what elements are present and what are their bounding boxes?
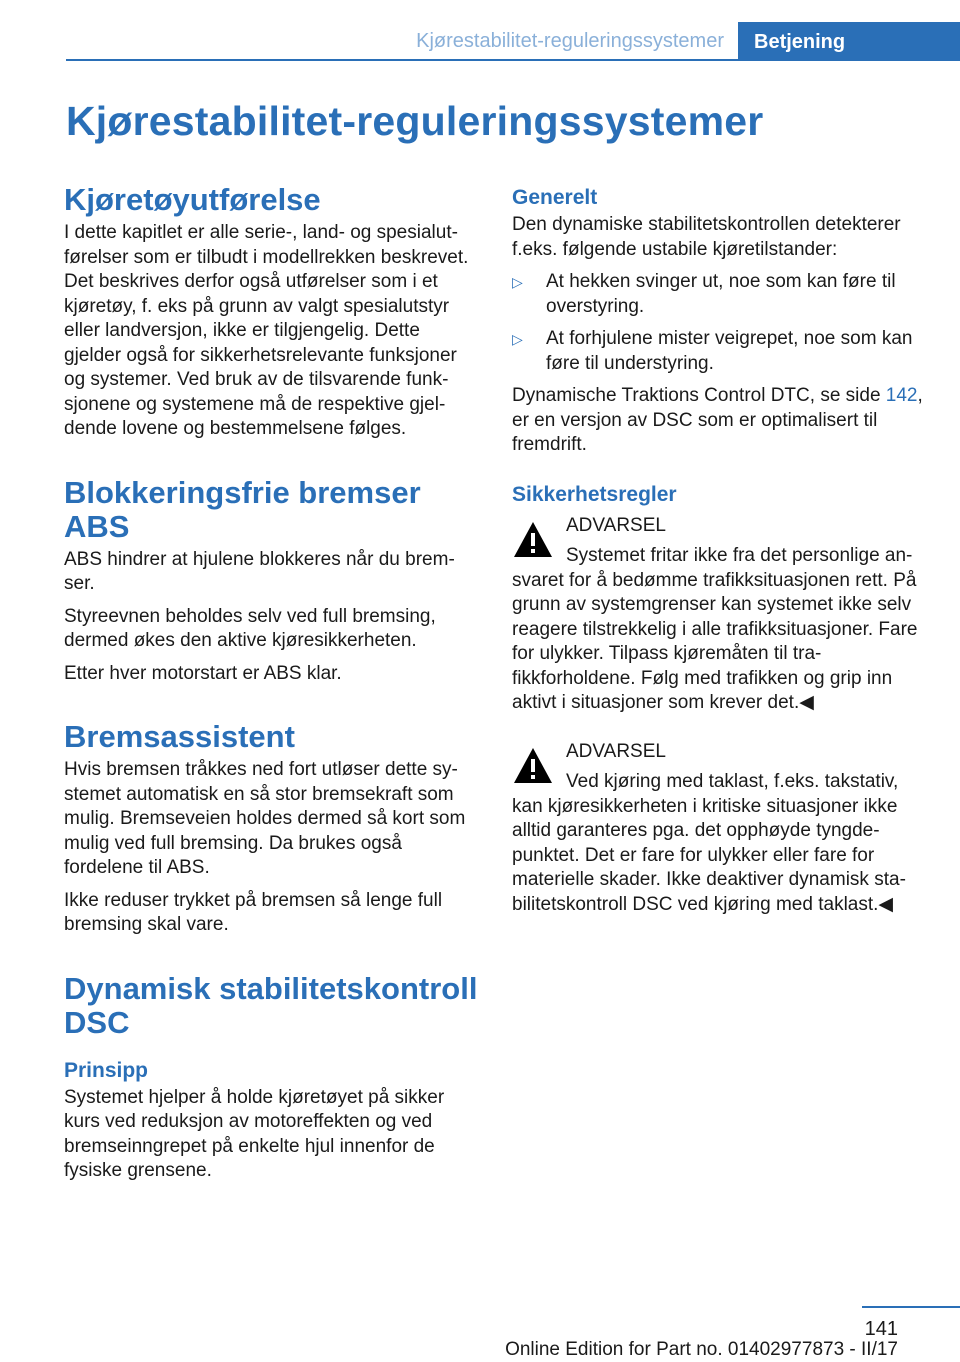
heading-brake-assist: Bremsassistent bbox=[64, 719, 295, 754]
header-chapter-tab: Betjening bbox=[738, 22, 960, 61]
paragraph-brake-assist-2: Ikke reduser trykket på bremsen så lenge full bremsing skal vare. bbox=[64, 889, 443, 935]
warning-title: ADVARSEL bbox=[566, 514, 666, 536]
heading-dsc: Dynamisk stabilitetskontroll DSC bbox=[64, 970, 478, 1040]
bullet-list bbox=[512, 270, 926, 376]
heading-abs: Blokkeringsfrie bremser ABS bbox=[64, 474, 421, 544]
header-section-title: Kjørestabilitet-reguleringssystemer bbox=[416, 30, 724, 52]
list-item: ▷ At hekken svinger ut, noe som kan føre til overstyring. bbox=[512, 271, 896, 317]
warning-icon bbox=[512, 520, 554, 560]
paragraph-abs-1: ABS hindrer at hjulene blokkeres når du bremser. bbox=[64, 548, 455, 594]
paragraph-abs-2: Styreevnen beholdes selv ved full bremsing, dermed økes den aktive kjøresikkerheten. bbox=[64, 605, 436, 651]
paragraph-vehicle-version: I dette kapitlet er alle serie-, land- og spesialutførelser som er tilbudt i modellrekken beskrevet. Det beskrives derfor også utførelser som i et kjøretøy, f. eks på grunn av valgt spesialutstyr eller landversjon, ikke er tilgjengelig. Dette gjelder også for sikkerhetsrelevante funksjoner og systemer. Ved bruk av de tilsvarende funksjonene og systemene må de respektive gjeldende lovene og bestemmelsene følges. bbox=[64, 222, 469, 439]
paragraph-dtc: Dynamische Traktions Control DTC, se side 142, er en versjon av DSC som er optimalisert til fremdrift. bbox=[512, 385, 923, 455]
right-column bbox=[512, 185, 926, 941]
page-link-142[interactable]: 142 bbox=[885, 385, 918, 406]
subheading-principle: Prinsipp bbox=[64, 1058, 149, 1082]
list-item: ▷ At forhjulene mister veigrepet, noe som kan føre til understyring. bbox=[512, 328, 913, 374]
subheading-safety-rules: Sikkerhetsregler bbox=[512, 482, 677, 506]
footer-rule bbox=[862, 1306, 960, 1308]
triangle-bullet-icon: ▷ bbox=[512, 274, 523, 290]
warning-icon bbox=[512, 746, 554, 786]
paragraph-general: Den dynamiske stabilitetskontrollen detekterer f.eks. følgende ustabile kjøretilstander: bbox=[512, 214, 901, 260]
heading-vehicle-version: Kjøretøyutførelse bbox=[64, 182, 321, 217]
paragraph-principle: Systemet hjelper å holde kjøretøyet på sikker kurs ved reduksjon av motoreffekten og ved bremseinngrepet på enkelte hjul innenfor de fysiske grensene. bbox=[64, 1086, 445, 1181]
warning-text: Systemet fritar ikke fra det personlige ansvaret for å bedømme trafikksituasjonen rett. På grunn av systemgrenser kan systemet ikke selv reagere tilstrekkelig i alle trafikksituasjoner. Fare for ulykker. Tilpass kjøremåten til trafikkforholdene. Følg med trafikken og grip inn aktivt i situasjoner som krever det.◀ bbox=[512, 545, 918, 713]
page-number: 141 bbox=[864, 1318, 898, 1340]
warning-block bbox=[512, 514, 926, 716]
warning-text: Ved kjøring med taklast, f.eks. takstativ, kan kjøresikkerheten i kritiske situasjoner ikke alltid garanteres pga. det opphøyde tyngdepunktet. Det er fare for ulykker eller fare for materielle skader. Ikke deaktiver dynamisk stabilitetskontroll DSC ved kjøring med taklast.◀ bbox=[512, 771, 906, 915]
triangle-bullet-icon: ▷ bbox=[512, 331, 523, 347]
warning-title: ADVARSEL bbox=[566, 740, 666, 762]
header-rule bbox=[66, 59, 960, 61]
paragraph-abs-3: Etter hver motorstart er ABS klar. bbox=[64, 662, 342, 684]
subheading-general: Generelt bbox=[512, 186, 598, 209]
left-column bbox=[64, 183, 478, 1192]
edition-note: Online Edition for Part no. 01402977873 - II/17 bbox=[505, 1339, 898, 1360]
warning-block bbox=[512, 740, 926, 918]
page-title: Kjørestabilitet-reguleringssystemer bbox=[66, 98, 764, 144]
paragraph-brake-assist-1: Hvis bremsen tråkkes ned fort utløser dette systemet automatisk en så stor bremsekraft som mulig. Bremseveien holdes dermed så kort som mulig ved full bremsing. Da brukes også fordelene til ABS. bbox=[64, 759, 466, 878]
